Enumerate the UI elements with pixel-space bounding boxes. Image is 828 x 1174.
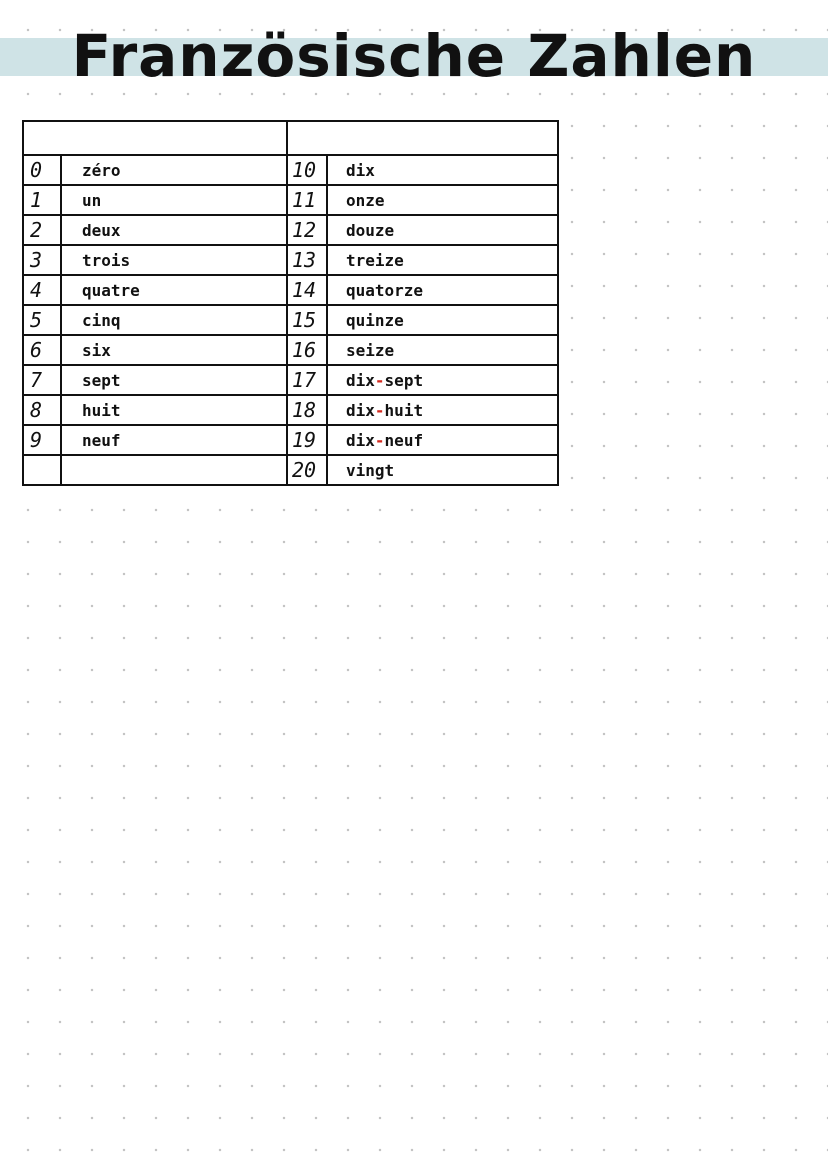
table-row xyxy=(23,155,558,185)
word-cell: six xyxy=(61,335,287,365)
word-cell: zéro xyxy=(61,155,287,185)
number-cell xyxy=(23,455,61,485)
number-cell: 1 xyxy=(23,185,61,215)
word-cell: dix-huit xyxy=(327,395,558,425)
page-title: Französische Zahlen xyxy=(71,22,757,90)
number-cell: 18 xyxy=(287,395,327,425)
word-cell: deux xyxy=(61,215,287,245)
number-cell: 9 xyxy=(23,425,61,455)
numbers-table xyxy=(22,120,559,486)
number-cell: 20 xyxy=(287,455,327,485)
number-cell: 11 xyxy=(287,185,327,215)
word-cell: neuf xyxy=(61,425,287,455)
word-cell: vingt xyxy=(327,455,558,485)
word-cell xyxy=(61,455,287,485)
word-cell: quatre xyxy=(61,275,287,305)
word-cell: dix-sept xyxy=(327,365,558,395)
number-cell: 14 xyxy=(287,275,327,305)
number-cell: 4 xyxy=(23,275,61,305)
hyphen-mark: - xyxy=(374,400,385,420)
table-row xyxy=(23,275,558,305)
number-cell: 7 xyxy=(23,365,61,395)
hyphen-mark: - xyxy=(374,370,385,390)
word-cell: seize xyxy=(327,335,558,365)
word-cell: trois xyxy=(61,245,287,275)
word-cell: sept xyxy=(61,365,287,395)
table-row xyxy=(23,215,558,245)
word-cell: cinq xyxy=(61,305,287,335)
table-row xyxy=(23,365,558,395)
number-cell: 6 xyxy=(23,335,61,365)
number-cell: 13 xyxy=(287,245,327,275)
word-cell: treize xyxy=(327,245,558,275)
number-cell: 5 xyxy=(23,305,61,335)
hyphen-mark: - xyxy=(374,430,385,450)
header-left-cell xyxy=(23,121,287,155)
word-cell: quatorze xyxy=(327,275,558,305)
word-cell: dix xyxy=(327,155,558,185)
table-header-row xyxy=(23,121,558,155)
number-cell: 3 xyxy=(23,245,61,275)
table-row xyxy=(23,455,558,485)
word-cell: dix-neuf xyxy=(327,425,558,455)
number-cell: 8 xyxy=(23,395,61,425)
number-cell: 19 xyxy=(287,425,327,455)
number-cell: 10 xyxy=(287,155,327,185)
number-cell: 2 xyxy=(23,215,61,245)
table-row xyxy=(23,305,558,335)
number-cell: 15 xyxy=(287,305,327,335)
word-cell: quinze xyxy=(327,305,558,335)
table-row xyxy=(23,425,558,455)
table-row xyxy=(23,245,558,275)
number-cell: 12 xyxy=(287,215,327,245)
word-cell: onze xyxy=(327,185,558,215)
word-cell: douze xyxy=(327,215,558,245)
table-row xyxy=(23,185,558,215)
number-cell: 16 xyxy=(287,335,327,365)
header-right-cell xyxy=(287,121,558,155)
word-cell: un xyxy=(61,185,287,215)
number-cell: 17 xyxy=(287,365,327,395)
table-row xyxy=(23,395,558,425)
word-cell: huit xyxy=(61,395,287,425)
number-cell: 0 xyxy=(23,155,61,185)
table-row xyxy=(23,335,558,365)
